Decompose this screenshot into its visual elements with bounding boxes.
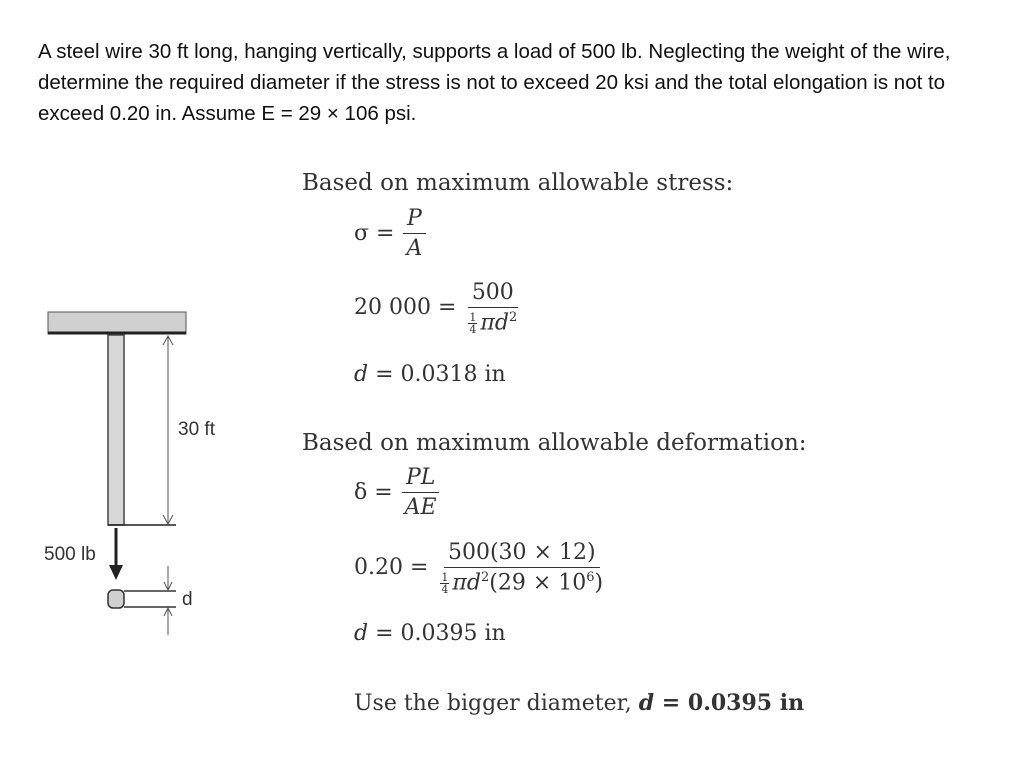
stress-substitution: 20 000 = 500 $\frac{1}{4}$ $\pi d^2$ — [354, 280, 518, 336]
wire-cross-section — [108, 590, 124, 608]
deformation-result: d = 0.0395 in — [354, 621, 506, 646]
stress-equation: σ = $\frac{P}{A}$ — [354, 206, 426, 261]
deformation-equation: δ = $\frac{PL}{AE}$ — [354, 465, 441, 520]
problem-statement: A steel wire 30 ft long, hanging vertically, supports a load of 500 lb. Neglecting the weight of the wire, determine the required diameter if the stress is not to exceed 20 ksi and the total elongation is not to exceed 0.20 in. Assume E = 29 × 106 psi. — [38, 40, 951, 125]
diameter-label: d — [182, 589, 193, 610]
stress-result: d = 0.0318 in — [354, 362, 506, 387]
steel-wire — [108, 335, 124, 525]
stress-heading: Based on maximum allowable stress: — [302, 170, 734, 196]
deformation-substitution: 0.20 = 500(30 × 12) $\frac{1}{4}$ $\pi d^2(29 \times 10^6)$ — [354, 540, 604, 596]
length-label: 30 ft — [178, 419, 215, 440]
deformation-heading: Based on maximum allowable deformation: — [302, 430, 807, 456]
load-label: 500 lb — [44, 544, 96, 565]
ceiling-support — [48, 312, 186, 334]
conclusion: Use the bigger diameter, d = 0.0395 in — [354, 690, 805, 716]
